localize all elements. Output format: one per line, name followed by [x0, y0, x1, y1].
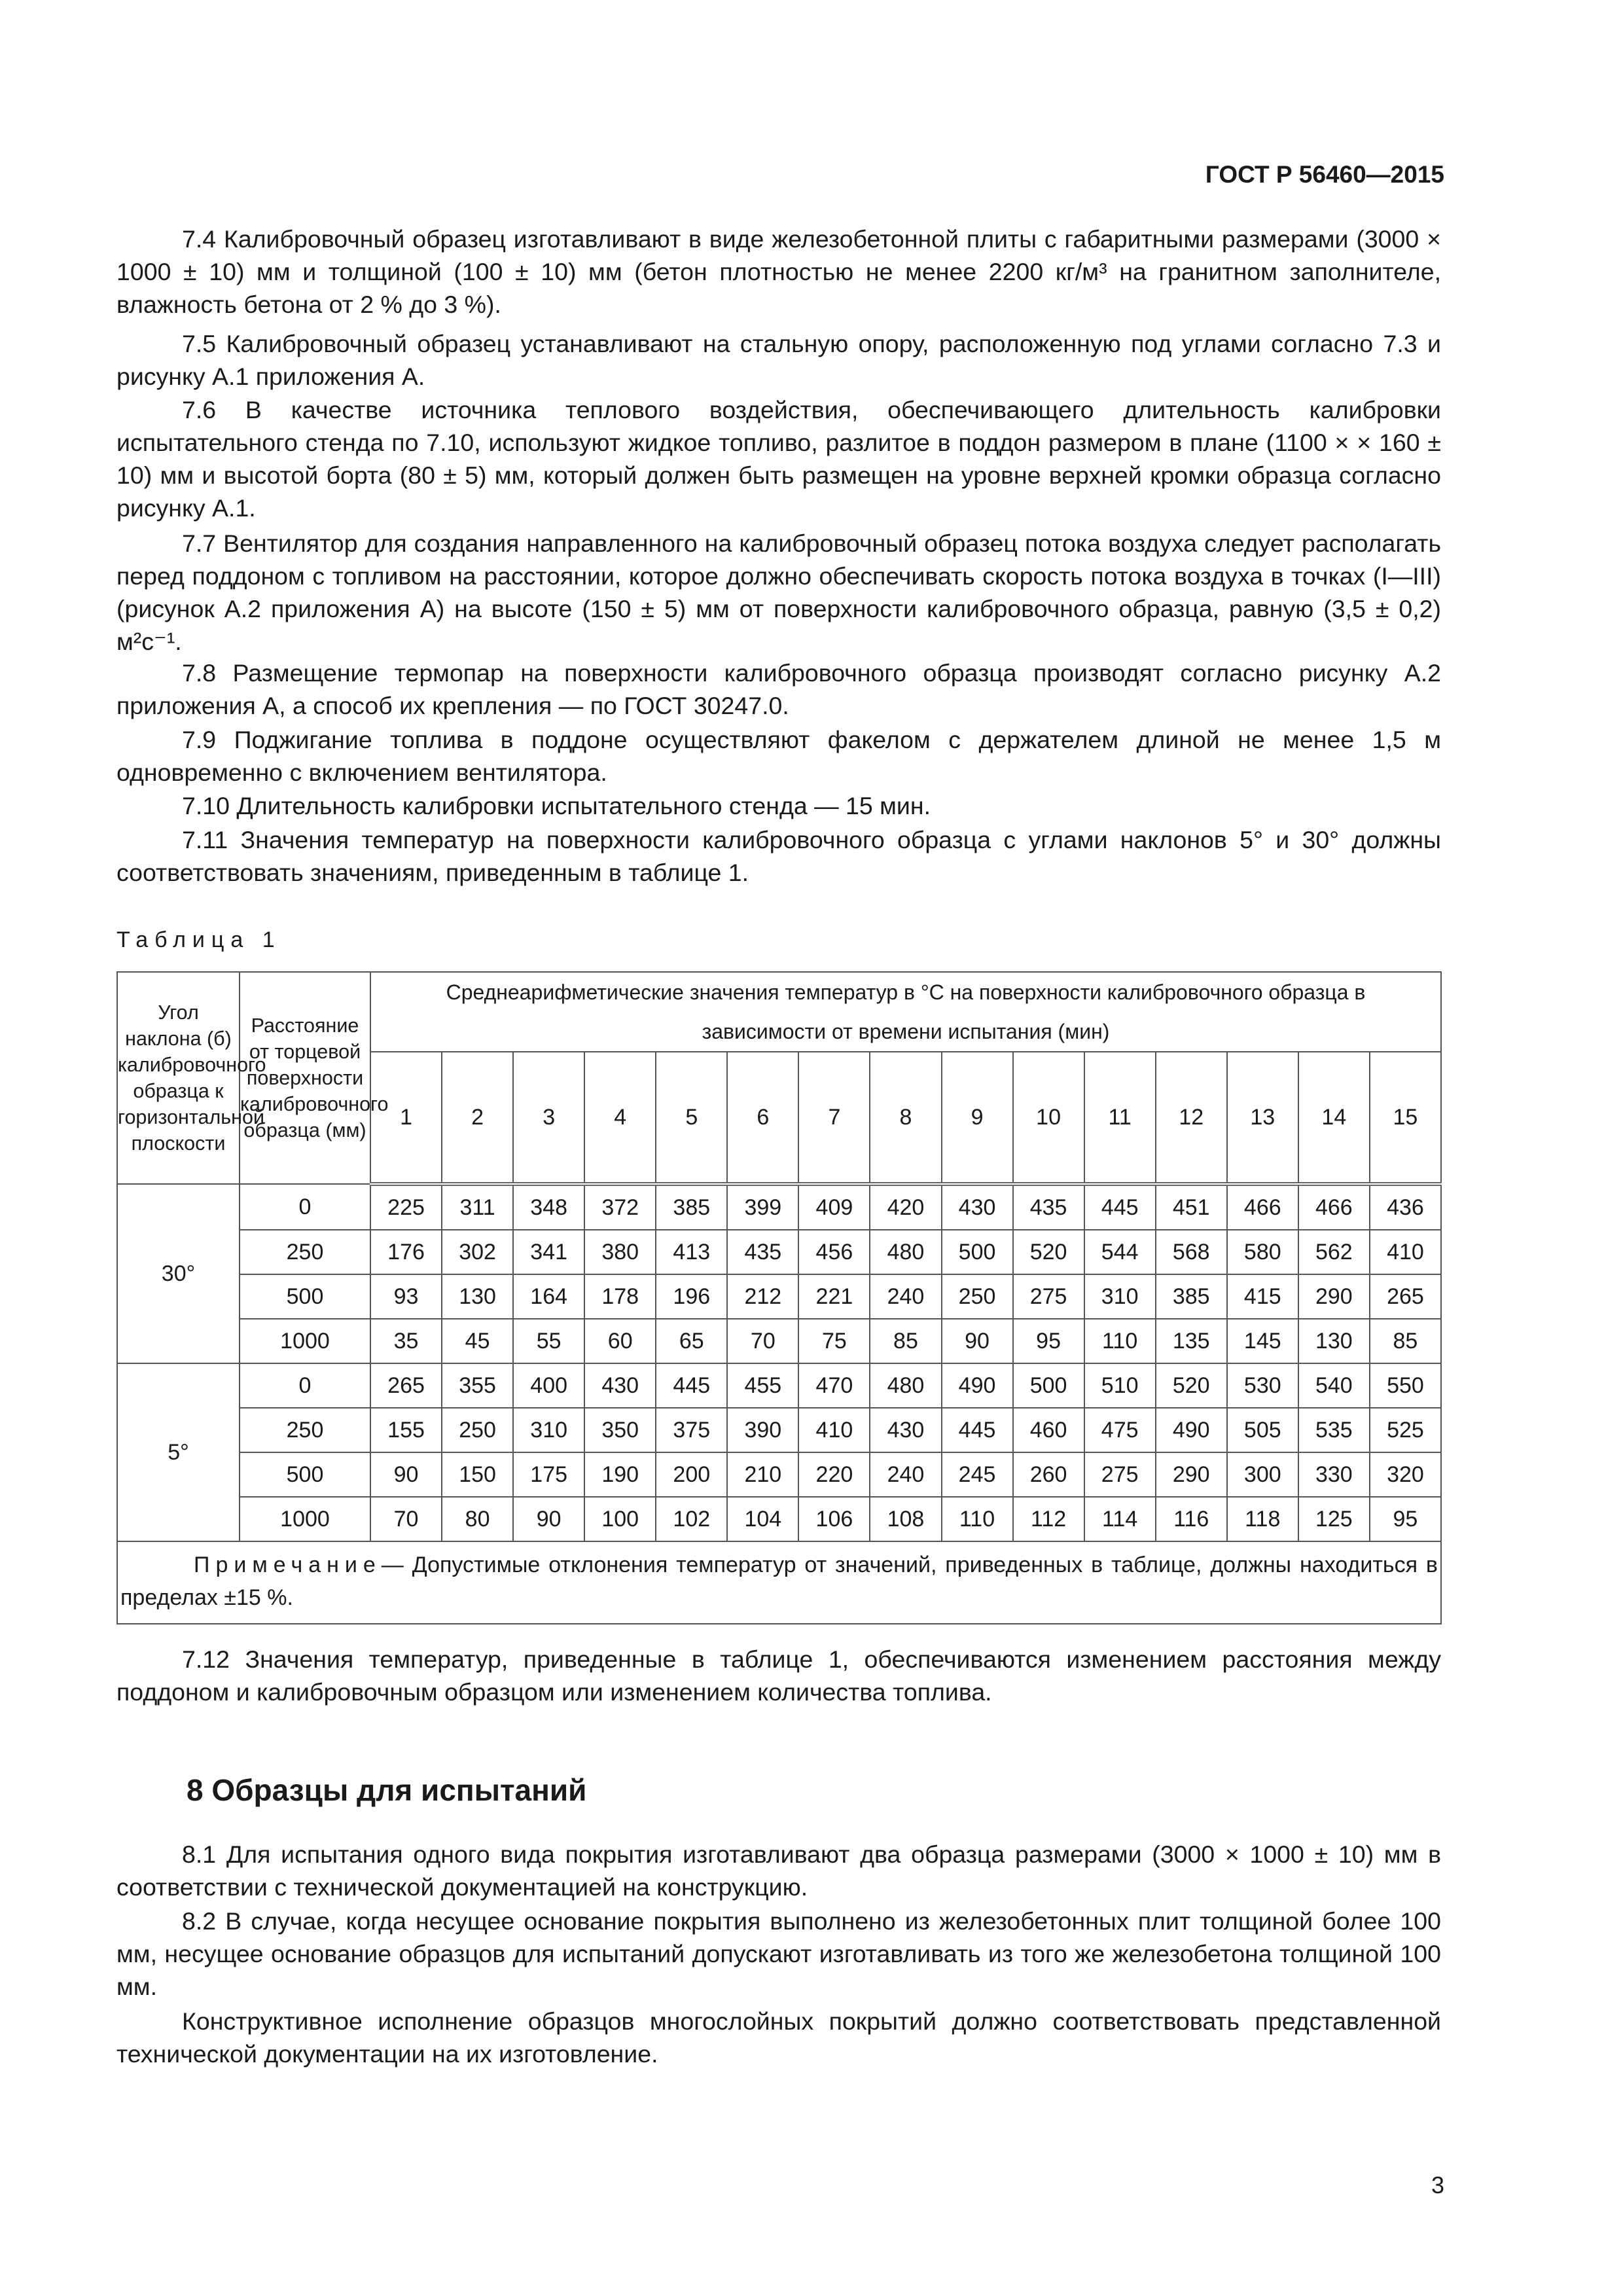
- temperature-cell: 550: [1370, 1363, 1441, 1408]
- paragraph-7-11: 7.11 Значения температур на поверхности калибровочного образца с углами наклонов 5° и 30° должны соответствовать значениям, приведенным в таблице 1.: [116, 826, 1441, 886]
- header-angle: Угол наклона (б) калибровочного образца к горизонтальной плоскости: [117, 972, 240, 1184]
- temperature-cell: 240: [870, 1452, 941, 1497]
- calibration-temperature-table: [116, 971, 1442, 1624]
- table-row: [117, 1184, 1441, 1230]
- table-body: [117, 1184, 1441, 1541]
- temperature-cell: 320: [1370, 1452, 1441, 1497]
- paragraph-7-6: 7.6 В качестве источника теплового воздействия, обеспечивающего длительность калибровки испытательного стенда по 7.10, используют жидкое топливо, разлитое в поддон размером в плане (1100 × × 160 ± 10) мм и высотой борта (80 ± 5) мм, который должен быть размещен на уровне верхней кромки образца согласно рисунку А.1.: [116, 396, 1441, 522]
- temperature-cell: 415: [1227, 1274, 1298, 1319]
- minute-header-cell: 7: [798, 1052, 870, 1184]
- temperature-cell: 311: [442, 1184, 513, 1230]
- angle-cell: 5°: [117, 1363, 240, 1541]
- temperature-cell: 250: [442, 1408, 513, 1452]
- temperature-cell: 445: [942, 1408, 1013, 1452]
- minute-header-cell: 13: [1227, 1052, 1298, 1184]
- header-temperatures: Среднеарифметические значения температур в °С на поверхности калибровочного образца в зависимости от времени испытания (мин): [370, 972, 1441, 1052]
- temperature-cell: 435: [727, 1230, 798, 1274]
- temperature-cell: 430: [584, 1363, 656, 1408]
- minute-header-cell: 6: [727, 1052, 798, 1184]
- temperature-cell: 110: [1084, 1319, 1156, 1363]
- table-row: [117, 1274, 1441, 1319]
- temperature-cell: 240: [870, 1274, 941, 1319]
- temperature-cell: 175: [513, 1452, 584, 1497]
- temperature-cell: 500: [1013, 1363, 1084, 1408]
- header-distance: Расстояние от торцевой поверхности калибровочного образца (мм): [240, 972, 370, 1184]
- paragraph-7-12: 7.12 Значения температур, приведенные в таблице 1, обеспечиваются изменением расстояния между поддоном и калибровочным образцом или изменением количества топлива.: [116, 1645, 1441, 1706]
- paragraph-8-3: Конструктивное исполнение образцов многослойных покрытий должно соответствовать представленной технической документации на их изготовление.: [116, 2007, 1441, 2068]
- temperature-cell: 114: [1084, 1497, 1156, 1541]
- temperature-cell: 466: [1227, 1184, 1298, 1230]
- temperature-cell: 110: [942, 1497, 1013, 1541]
- minute-header-cell: 11: [1084, 1052, 1156, 1184]
- temperature-cell: 108: [870, 1497, 941, 1541]
- temperature-cell: 455: [727, 1363, 798, 1408]
- temperature-cell: 500: [942, 1230, 1013, 1274]
- temperature-cell: 480: [870, 1363, 941, 1408]
- temperature-cell: 196: [656, 1274, 727, 1319]
- minute-header-cell: 4: [584, 1052, 656, 1184]
- temperature-cell: 85: [870, 1319, 941, 1363]
- temperature-cell: 290: [1298, 1274, 1370, 1319]
- temperature-cell: 45: [442, 1319, 513, 1363]
- temperature-cell: 104: [727, 1497, 798, 1541]
- temperature-cell: 505: [1227, 1408, 1298, 1452]
- distance-cell: 500: [240, 1274, 370, 1319]
- temperature-cell: 435: [1013, 1184, 1084, 1230]
- document-id: ГОСТ Р 56460—2015: [1205, 161, 1444, 188]
- temperature-cell: 65: [656, 1319, 727, 1363]
- minute-header-cell: 14: [1298, 1052, 1370, 1184]
- temperature-cell: 102: [656, 1497, 727, 1541]
- table-label: Таблица 1: [116, 927, 281, 952]
- temperature-cell: 535: [1298, 1408, 1370, 1452]
- temperature-cell: 35: [370, 1319, 442, 1363]
- temperature-cell: 410: [1370, 1230, 1441, 1274]
- table-row: [117, 1363, 1441, 1408]
- temperature-cell: 451: [1156, 1184, 1227, 1230]
- temperature-cell: 225: [370, 1184, 442, 1230]
- temperature-cell: 155: [370, 1408, 442, 1452]
- temperature-cell: 75: [798, 1319, 870, 1363]
- note-label: Примечание: [194, 1552, 382, 1577]
- temperature-cell: 178: [584, 1274, 656, 1319]
- temperature-cell: 430: [870, 1408, 941, 1452]
- temperature-cell: 70: [727, 1319, 798, 1363]
- minute-header-cell: 2: [442, 1052, 513, 1184]
- temperature-cell: 190: [584, 1452, 656, 1497]
- distance-cell: 250: [240, 1230, 370, 1274]
- distance-cell: 0: [240, 1363, 370, 1408]
- temperature-cell: 466: [1298, 1184, 1370, 1230]
- temperature-cell: 310: [1084, 1274, 1156, 1319]
- temperature-cell: 445: [656, 1363, 727, 1408]
- temperature-cell: 70: [370, 1497, 442, 1541]
- temperature-cell: 116: [1156, 1497, 1227, 1541]
- temperature-cell: 385: [656, 1184, 727, 1230]
- temperature-cell: 436: [1370, 1184, 1441, 1230]
- temperature-cell: 135: [1156, 1319, 1227, 1363]
- table-note: [117, 1541, 1441, 1624]
- temperature-cell: 385: [1156, 1274, 1227, 1319]
- temperature-cell: 300: [1227, 1452, 1298, 1497]
- temperature-cell: 95: [1013, 1319, 1084, 1363]
- temperature-cell: 420: [870, 1184, 941, 1230]
- temperature-cell: 265: [1370, 1274, 1441, 1319]
- temperature-cell: 400: [513, 1363, 584, 1408]
- temperature-cell: 125: [1298, 1497, 1370, 1541]
- temperature-cell: 350: [584, 1408, 656, 1452]
- temperature-cell: 375: [656, 1408, 727, 1452]
- minute-header-cell: 5: [656, 1052, 727, 1184]
- paragraph-8-1: 8.1 Для испытания одного вида покрытия изготавливают два образца размерами (3000 × 1000 ± 10) мм в соответствии с технической документацией на конструкцию.: [116, 1840, 1441, 1901]
- table-row: [117, 1452, 1441, 1497]
- temperature-cell: 413: [656, 1230, 727, 1274]
- temperature-cell: 150: [442, 1452, 513, 1497]
- temperature-cell: 302: [442, 1230, 513, 1274]
- temperature-cell: 341: [513, 1230, 584, 1274]
- temperature-cell: 480: [870, 1230, 941, 1274]
- temperature-cell: 100: [584, 1497, 656, 1541]
- temperature-cell: 220: [798, 1452, 870, 1497]
- temperature-cell: 544: [1084, 1230, 1156, 1274]
- temperature-cell: 212: [727, 1274, 798, 1319]
- temperature-cell: 260: [1013, 1452, 1084, 1497]
- temperature-cell: 90: [513, 1497, 584, 1541]
- temperature-cell: 348: [513, 1184, 584, 1230]
- temperature-cell: 93: [370, 1274, 442, 1319]
- temperature-cell: 520: [1156, 1363, 1227, 1408]
- temperature-cell: 520: [1013, 1230, 1084, 1274]
- table-row: [117, 1408, 1441, 1452]
- temperature-cell: 530: [1227, 1363, 1298, 1408]
- temperature-cell: 445: [1084, 1184, 1156, 1230]
- distance-cell: 500: [240, 1452, 370, 1497]
- temperature-cell: 470: [798, 1363, 870, 1408]
- minute-header-cell: 8: [870, 1052, 941, 1184]
- table-row: [117, 1497, 1441, 1541]
- temperature-cell: 410: [798, 1408, 870, 1452]
- distance-cell: 1000: [240, 1497, 370, 1541]
- temperature-cell: 130: [1298, 1319, 1370, 1363]
- temperature-cell: 118: [1227, 1497, 1298, 1541]
- temperature-cell: 540: [1298, 1363, 1370, 1408]
- temperature-cell: 90: [942, 1319, 1013, 1363]
- temperature-cell: 390: [727, 1408, 798, 1452]
- section-8-title: 8 Образцы для испытаний: [187, 1773, 587, 1807]
- temperature-cell: 275: [1084, 1452, 1156, 1497]
- temperature-cell: 310: [513, 1408, 584, 1452]
- angle-cell: 30°: [117, 1184, 240, 1363]
- paragraph-7-9: 7.9 Поджигание топлива в поддоне осуществляют факелом с держателем длиной не менее 1,5 м одновременно с включением вентилятора.: [116, 726, 1441, 786]
- distance-cell: 0: [240, 1184, 370, 1230]
- temperature-cell: 525: [1370, 1408, 1441, 1452]
- temperature-cell: 80: [442, 1497, 513, 1541]
- temperature-cell: 250: [942, 1274, 1013, 1319]
- paragraph-7-10: 7.10 Длительность калибровки испытательного стенда — 15 мин.: [182, 792, 931, 819]
- temperature-cell: 145: [1227, 1319, 1298, 1363]
- temperature-cell: 275: [1013, 1274, 1084, 1319]
- table-row: [117, 1230, 1441, 1274]
- minute-header-cell: 12: [1156, 1052, 1227, 1184]
- temperature-cell: 85: [1370, 1319, 1441, 1363]
- minute-header-cell: 15: [1370, 1052, 1441, 1184]
- minute-header-cell: 9: [942, 1052, 1013, 1184]
- distance-cell: 250: [240, 1408, 370, 1452]
- temperature-cell: 90: [370, 1452, 442, 1497]
- temperature-cell: 330: [1298, 1452, 1370, 1497]
- minute-header-cell: 1: [370, 1052, 442, 1184]
- temperature-cell: 245: [942, 1452, 1013, 1497]
- table-row: [117, 1319, 1441, 1363]
- temperature-cell: 456: [798, 1230, 870, 1274]
- temperature-cell: 130: [442, 1274, 513, 1319]
- temperature-cell: 164: [513, 1274, 584, 1319]
- paragraph-7-8: 7.8 Размещение термопар на поверхности калибровочного образца производят согласно рисунку А.2 приложения А, а способ их крепления — по ГОСТ 30247.0.: [116, 659, 1441, 719]
- temperature-cell: 200: [656, 1452, 727, 1497]
- temperature-cell: 409: [798, 1184, 870, 1230]
- temperature-cell: 106: [798, 1497, 870, 1541]
- temperature-cell: 510: [1084, 1363, 1156, 1408]
- temperature-cell: 355: [442, 1363, 513, 1408]
- temperature-cell: 176: [370, 1230, 442, 1274]
- temperature-cell: 221: [798, 1274, 870, 1319]
- temperature-cell: 475: [1084, 1408, 1156, 1452]
- temperature-cell: 490: [1156, 1408, 1227, 1452]
- note-text: — Допустимые отклонения температур от значений, приведенных в таблице, должны находиться в пределах ±15 %.: [120, 1552, 1438, 1610]
- paragraph-7-7: 7.7 Вентилятор для создания направленного на калибровочный образец потока воздуха следует располагать перед поддоном с топливом на расстоянии, которое должно обеспечивать скорость потока воздуха в точках (I—III) (рисунок А.2 приложения А) на высоте (150 ± 5) мм от поверхности калибровочного образца, равную (3,5 ± 0,2) м²с⁻¹.: [116, 529, 1441, 655]
- paragraph-7-4: 7.4 Калибровочный образец изготавливают в виде железобетонной плиты с габаритными размерами (3000 × 1000 ± 10) мм и толщиной (100 ± 10) мм (бетон плотностью не менее 2200 кг/м³ на гранитном заполнителе, влажность бетона от 2 % до 3 %).: [116, 225, 1441, 318]
- temperature-cell: 95: [1370, 1497, 1441, 1541]
- temperature-cell: 562: [1298, 1230, 1370, 1274]
- temperature-cell: 580: [1227, 1230, 1298, 1274]
- temperature-cell: 290: [1156, 1452, 1227, 1497]
- temperature-cell: 60: [584, 1319, 656, 1363]
- temperature-cell: 490: [942, 1363, 1013, 1408]
- temperature-cell: 430: [942, 1184, 1013, 1230]
- temperature-cell: 55: [513, 1319, 584, 1363]
- temperature-cell: 380: [584, 1230, 656, 1274]
- temperature-cell: 210: [727, 1452, 798, 1497]
- temperature-cell: 399: [727, 1184, 798, 1230]
- page-number: 3: [1431, 2172, 1444, 2198]
- paragraph-8-2: 8.2 В случае, когда несущее основание покрытия выполнено из железобетонных плит толщиной более 100 мм, несущее основание образцов для испытаний допускают изготавливать из того же железобетона толщиной 100 мм.: [116, 1907, 1441, 2000]
- paragraph-7-5: 7.5 Калибровочный образец устанавливают на стальную опору, расположенную под углами согласно 7.3 и рисунку А.1 приложения А.: [116, 330, 1441, 390]
- temperature-cell: 265: [370, 1363, 442, 1408]
- temperature-cell: 460: [1013, 1408, 1084, 1452]
- temperature-cell: 568: [1156, 1230, 1227, 1274]
- minute-header-cell: 10: [1013, 1052, 1084, 1184]
- minute-header-cell: 3: [513, 1052, 584, 1184]
- distance-cell: 1000: [240, 1319, 370, 1363]
- temperature-cell: 112: [1013, 1497, 1084, 1541]
- temperature-cell: 372: [584, 1184, 656, 1230]
